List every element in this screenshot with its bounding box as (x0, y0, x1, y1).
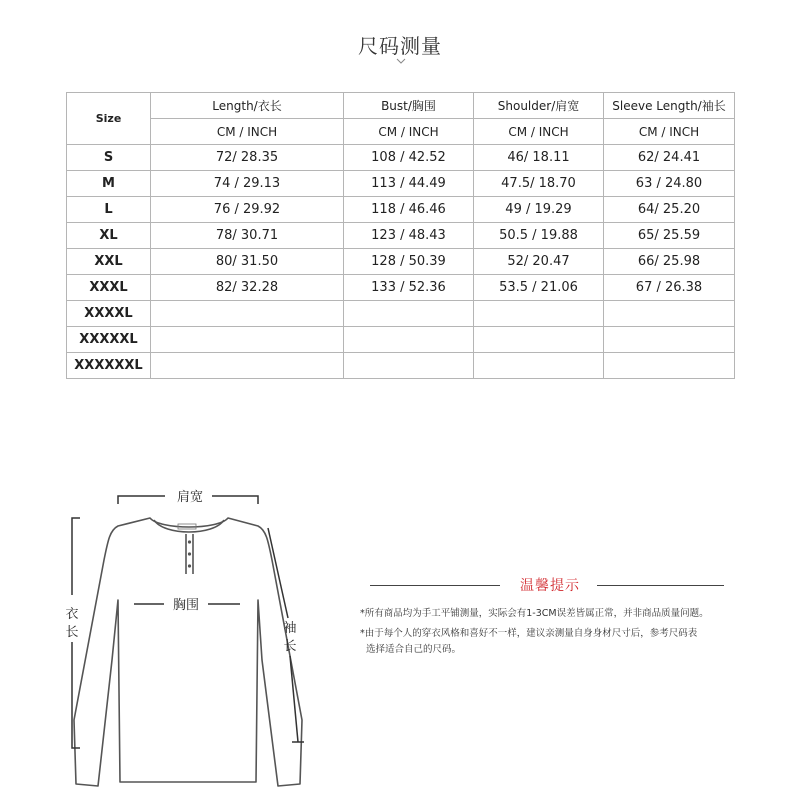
sleeve-label-top: 袖 (283, 621, 297, 636)
table-cell: 67 / 26.38 (604, 275, 735, 301)
divider (597, 585, 724, 586)
size-column-header: Size (67, 93, 151, 145)
divider (370, 585, 500, 586)
table-row (67, 145, 735, 171)
table-row (67, 197, 735, 223)
table-cell: 113 / 44.49 (344, 171, 474, 197)
table-cell: 80/ 31.50 (151, 249, 344, 275)
table-row (67, 353, 735, 379)
table-row (67, 301, 735, 327)
size-label: L (67, 197, 151, 223)
table-cell: 82/ 32.28 (151, 275, 344, 301)
unit-label: CM / INCH (604, 119, 735, 145)
table-row (67, 223, 735, 249)
tip-text: *由于每个人的穿衣风格和喜好不一样，建议亲测量自身身材尺寸后，参考尺码表 (360, 628, 698, 639)
table-cell: 50.5 / 19.88 (474, 223, 604, 249)
table-cell (604, 301, 735, 327)
size-label: XXXXXL (67, 327, 151, 353)
size-label: XXL (67, 249, 151, 275)
table-header-row (67, 93, 735, 119)
table-cell: 63 / 24.80 (604, 171, 735, 197)
table-cell: 46/ 18.11 (474, 145, 604, 171)
sleeve-column-header: Sleeve Length/袖长 (604, 93, 735, 119)
table-row (67, 171, 735, 197)
shirt-outline-icon (74, 518, 302, 786)
tips-header (360, 570, 730, 600)
button-placket-icon (188, 540, 191, 567)
table-row (67, 275, 735, 301)
size-label: XXXXL (67, 301, 151, 327)
chevron-down-icon (396, 56, 406, 66)
table-cell: 76 / 29.92 (151, 197, 344, 223)
size-label: M (67, 171, 151, 197)
tips-title: 温馨提示 (520, 578, 580, 594)
garment-measurement-diagram (0, 470, 340, 790)
table-cell: 118 / 46.46 (344, 197, 474, 223)
size-chart-table (66, 92, 735, 379)
length-label-bottom: 长 (65, 625, 79, 640)
size-label: S (67, 145, 151, 171)
table-cell: 72/ 28.35 (151, 145, 344, 171)
size-label: XXXXXXL (67, 353, 151, 379)
tip-text: *所有商品均为手工平铺测量，实际会有1-3CM误差皆属正常，并非商品质量问题。 (360, 608, 709, 619)
table-row (67, 249, 735, 275)
bust-column-header: Bust/胸围 (344, 93, 474, 119)
table-cell: 47.5/ 18.70 (474, 171, 604, 197)
shoulder-label: 肩宽 (176, 490, 204, 505)
table-cell: 78/ 30.71 (151, 223, 344, 249)
table-cell: 74 / 29.13 (151, 171, 344, 197)
table-unit-row (67, 119, 735, 145)
table-cell: 66/ 25.98 (604, 249, 735, 275)
table-cell: 128 / 50.39 (344, 249, 474, 275)
shoulder-column-header: Shoulder/肩宽 (474, 93, 604, 119)
table-cell (151, 327, 344, 353)
size-label: XXXL (67, 275, 151, 301)
table-cell: 123 / 48.43 (344, 223, 474, 249)
table-cell: 108 / 42.52 (344, 145, 474, 171)
table-cell (344, 327, 474, 353)
table-cell: 64/ 25.20 (604, 197, 735, 223)
table-cell (604, 353, 735, 379)
table-cell (474, 353, 604, 379)
table-cell: 49 / 19.29 (474, 197, 604, 223)
page-title: 尺码测量 (358, 34, 442, 58)
table-cell: 62/ 24.41 (604, 145, 735, 171)
table-cell (151, 353, 344, 379)
length-label-top: 衣 (65, 607, 79, 622)
tip-text: 选择适合自己的尺码。 (366, 644, 462, 655)
table-cell (474, 327, 604, 353)
table-cell (344, 301, 474, 327)
table-cell: 53.5 / 21.06 (474, 275, 604, 301)
unit-label: CM / INCH (344, 119, 474, 145)
length-column-header: Length/衣长 (151, 93, 344, 119)
table-row (67, 327, 735, 353)
size-label: XL (67, 223, 151, 249)
unit-label: CM / INCH (151, 119, 344, 145)
table-cell (151, 301, 344, 327)
table-cell: 65/ 25.59 (604, 223, 735, 249)
sleeve-label-bottom: 长 (283, 639, 297, 654)
table-cell: 52/ 20.47 (474, 249, 604, 275)
table-cell (474, 301, 604, 327)
table-cell (344, 353, 474, 379)
table-cell: 133 / 52.36 (344, 275, 474, 301)
table-cell (604, 327, 735, 353)
unit-label: CM / INCH (474, 119, 604, 145)
bust-label: 胸围 (172, 598, 200, 613)
